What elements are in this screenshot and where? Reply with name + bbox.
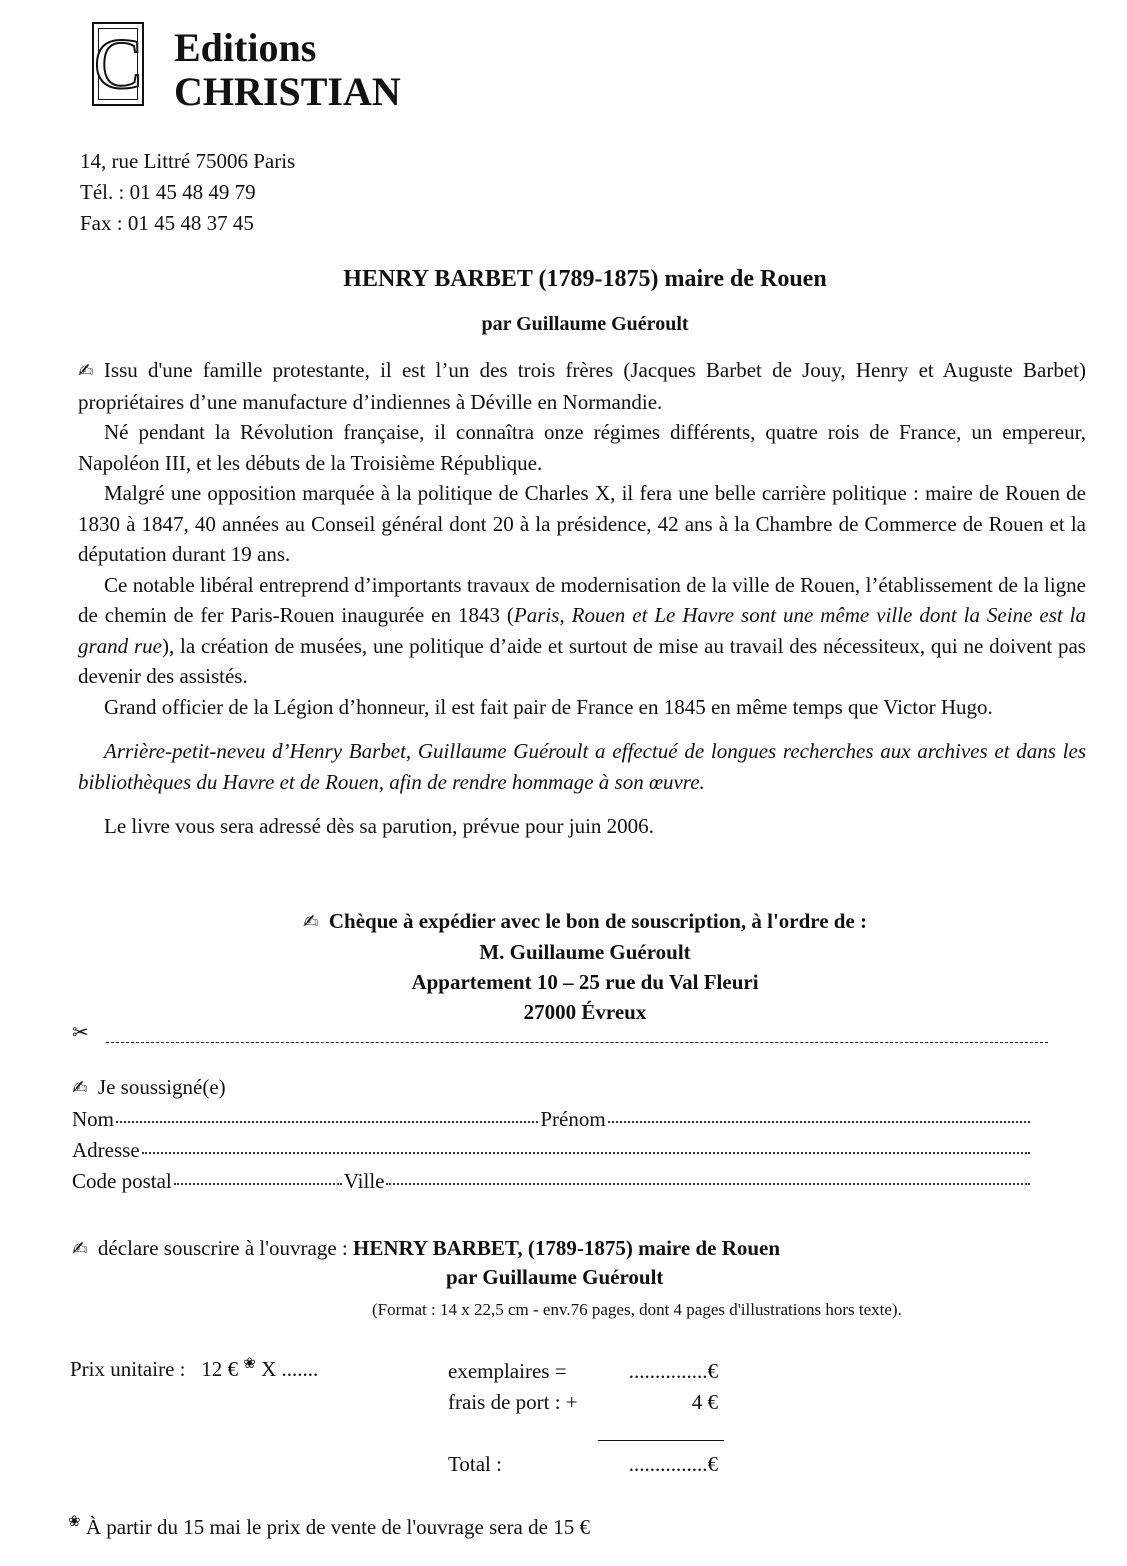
exemplaires-field[interactable]: ...............€ bbox=[628, 1359, 718, 1383]
paragraph-4-start: Ce notable libéral entreprend d’importants travaux de modernisation de la ville de Rouen, l’établissement de la ligne de chemin de fer Paris-Rouen inaugurée en 1843 ( bbox=[78, 572, 1086, 627]
cut-line bbox=[72, 1020, 1048, 1046]
paragraph-3: Malgré une opposition marquée à la politique de Charles X, il fera une belle carrière politique : maire de Rouen de 1830 à 1847, 40 années au Conseil général dont 20 à la présidence, 42 ans à la Chambre de Commerce de Rouen et la députation durant 19 ans. bbox=[78, 481, 1086, 566]
code-postal-label: Code postal bbox=[72, 1169, 172, 1193]
prenom-label: Prénom bbox=[540, 1107, 606, 1131]
book-author: par Guillaume Guéroult bbox=[481, 313, 689, 335]
publisher-logo bbox=[92, 22, 144, 106]
adresse-label: Adresse bbox=[72, 1138, 140, 1162]
pen-icon: ✍ bbox=[72, 1238, 88, 1260]
logo-letter: C bbox=[93, 24, 143, 104]
cheque-line-1 bbox=[0, 906, 1127, 937]
brand-line-1: Editions bbox=[174, 25, 317, 70]
pen-icon: ✍ bbox=[302, 911, 319, 933]
price-note-text: À partir du 15 mai le prix de vente de l'ouvrage sera de 15 € bbox=[85, 1515, 590, 1539]
quantity-field[interactable]: X ....... bbox=[261, 1357, 319, 1381]
unit-price-label: Prix unitaire : bbox=[70, 1357, 186, 1381]
ville-label: Ville bbox=[343, 1169, 385, 1193]
publisher-fax: Fax : 01 45 48 37 45 bbox=[80, 211, 254, 235]
total-row bbox=[448, 1452, 718, 1477]
form-row-city bbox=[72, 1166, 1032, 1197]
prenom-field[interactable] bbox=[608, 1120, 1030, 1123]
book-description bbox=[78, 355, 1086, 842]
form-intro bbox=[72, 1072, 1032, 1104]
book-title: HENRY BARBET (1789-1875) maire de Rouen bbox=[343, 266, 827, 292]
declaration-line bbox=[72, 1234, 1052, 1263]
subscription-form bbox=[72, 1072, 1032, 1197]
paragraph-2: Né pendant la Révolution française, il connaîtra onze régimes différents, quatre rois de France, un empereur, Napoléon III, et les débuts de la Troisième République. bbox=[78, 420, 1086, 475]
cheque-payee: M. Guillaume Guéroult bbox=[479, 940, 691, 964]
cheque-line-1-text: Chèque à expédier avec le bon de souscription, à l'ordre de : bbox=[328, 909, 868, 933]
form-intro-text: Je soussigné(e) bbox=[97, 1075, 226, 1099]
form-row-name bbox=[72, 1104, 1032, 1135]
paragraph-4 bbox=[78, 570, 1086, 692]
adresse-field[interactable] bbox=[142, 1151, 1030, 1154]
pen-icon: ✍ bbox=[72, 1077, 88, 1099]
publisher-address: 14, rue Littré 75006 Paris bbox=[80, 149, 296, 173]
price-calculation bbox=[448, 1356, 718, 1418]
frais-row bbox=[448, 1387, 718, 1418]
ville-field[interactable] bbox=[386, 1182, 1030, 1185]
brand-line-2: CHRISTIAN bbox=[174, 69, 401, 114]
flower-icon: ❀ bbox=[68, 1512, 81, 1530]
book-format: (Format : 14 x 22,5 cm - env.76 pages, dont 4 pages d'illustrations hors texte). bbox=[372, 1300, 902, 1319]
paragraph-4-end: ), la création de musées, une politique d’aide et surtout de mise au travail des nécessiteux, qui ne doivent pas devenir des assistés. bbox=[78, 633, 1086, 688]
unit-price bbox=[70, 1354, 318, 1382]
price-note bbox=[68, 1512, 590, 1540]
paragraph-6-italic: Arrière-petit-neveu d’Henry Barbet, Guillaume Guéroult a effectué de longues recherches aux archives et dans les bibliothèques du Havre et de Rouen, afin de rendre hommage à son œuvre. bbox=[78, 739, 1086, 794]
paragraph-5: Grand officier de la Légion d’honneur, il est fait pair de France en 1845 en même temps que Victor Hugo. bbox=[104, 694, 993, 719]
publisher-name bbox=[174, 26, 401, 114]
flower-icon: ❀ bbox=[243, 1354, 256, 1372]
publisher-tel: Tél. : 01 45 48 49 79 bbox=[80, 180, 256, 204]
paragraph-7: Le livre vous sera adressé dès sa parution, prévue pour juin 2006. bbox=[104, 814, 654, 838]
pen-icon: ✍ bbox=[78, 360, 94, 382]
frais-label: frais de port : + bbox=[448, 1390, 578, 1414]
cheque-address: Appartement 10 – 25 rue du Val Fleuri bbox=[411, 970, 759, 994]
form-row-address bbox=[72, 1135, 1032, 1166]
total-field[interactable]: ...............€ bbox=[628, 1452, 718, 1476]
total-rule bbox=[598, 1440, 724, 1441]
cheque-instructions bbox=[0, 906, 1127, 1027]
scissors-icon: ✂ bbox=[72, 1020, 89, 1044]
paragraph-4-quote: Paris, Rouen et Le Havre sont une même ville dont la Seine est la grand rue bbox=[78, 603, 1086, 658]
declaration bbox=[72, 1234, 1052, 1291]
publisher-contact bbox=[80, 146, 295, 239]
cheque-city: 27000 Évreux bbox=[523, 1000, 647, 1024]
exemplaires-label: exemplaires = bbox=[448, 1359, 567, 1383]
cut-dashed-line bbox=[106, 1042, 1048, 1043]
paragraph-1-text: Issu d'une famille protestante, il est l’un des trois frères (Jacques Barbet de Jouy, Henry et Auguste Barbet) propriétaires d’une manufacture d’indiennes à Déville en Normandie. bbox=[78, 358, 1086, 414]
paragraph-1 bbox=[78, 355, 1086, 417]
declaration-author: par Guillaume Guéroult bbox=[446, 1265, 664, 1289]
nom-field[interactable] bbox=[116, 1120, 538, 1123]
declaration-book-title: HENRY BARBET, (1789-1875) maire de Rouen bbox=[353, 1236, 781, 1260]
code-postal-field[interactable] bbox=[174, 1182, 342, 1185]
nom-label: Nom bbox=[72, 1107, 114, 1131]
total-label: Total : bbox=[448, 1452, 502, 1476]
declaration-text: déclare souscrire à l'ouvrage : bbox=[97, 1236, 353, 1260]
frais-value: 4 € bbox=[691, 1390, 718, 1414]
unit-price-value: 12 € bbox=[201, 1357, 238, 1381]
exemplaires-row bbox=[448, 1356, 718, 1387]
